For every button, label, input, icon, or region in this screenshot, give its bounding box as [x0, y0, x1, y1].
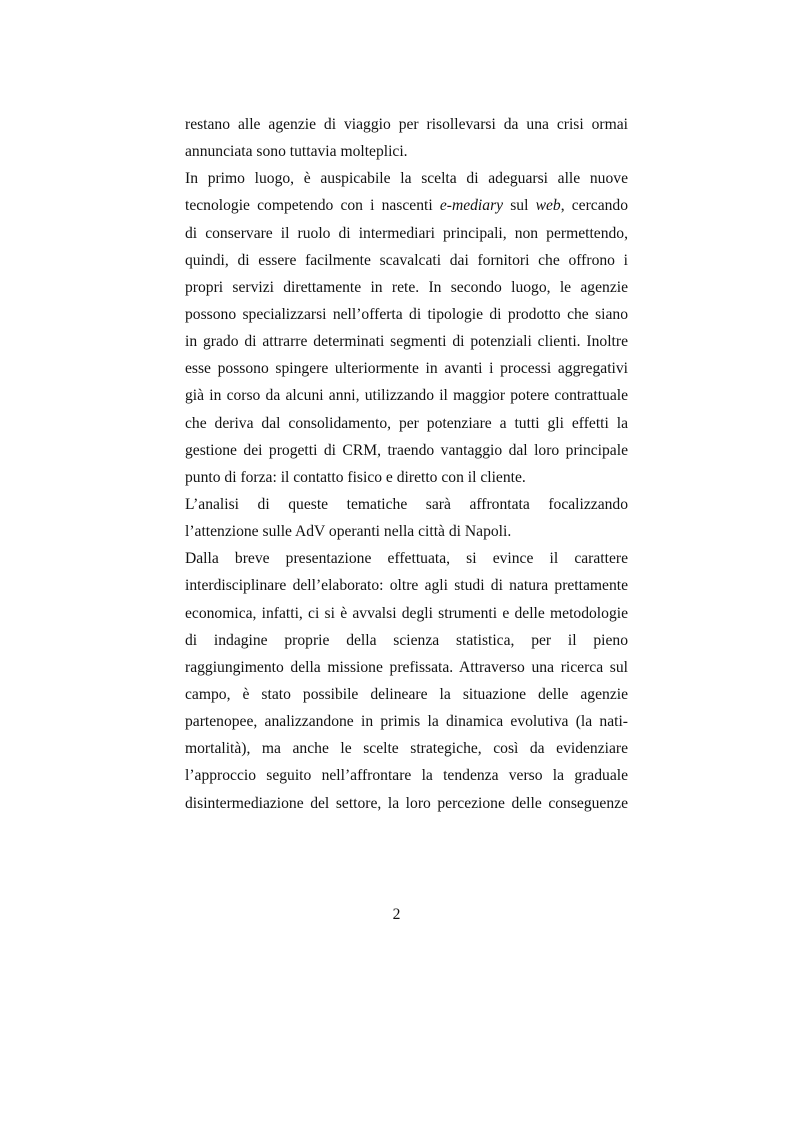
text-line: economica, infatti, ci si è avvalsi degli strumenti e delle metodologie: [185, 604, 628, 622]
text-segment: sul: [503, 197, 536, 215]
text-line: l’attenzione sulle AdV operanti nella città di Napoli.: [185, 523, 512, 541]
text-line: campo, è stato possibile delineare la situazione delle agenzie: [185, 685, 628, 703]
body-text: [185, 111, 628, 817]
text-line: In primo luogo, è auspicabile la scelta di adeguarsi alle nuove: [185, 170, 628, 188]
text-line: in grado di attrarre determinati segmenti di potenziali clienti. Inoltre: [185, 333, 628, 351]
text-line: che deriva dal consolidamento, per potenziare a tutti gli effetti la: [185, 414, 628, 432]
text-line: di conservare il ruolo di intermediari principali, non permettendo,: [185, 224, 628, 242]
text-line: punto di forza: il contatto fisico e diretto con il cliente.: [185, 468, 526, 486]
text-line: raggiungimento della missione prefissata. Attraverso una ricerca sul: [185, 658, 628, 676]
text-line: propri servizi direttamente in rete. In secondo luogo, le agenzie: [185, 278, 628, 296]
text-line: [185, 192, 628, 219]
text-segment: , cercando: [560, 197, 629, 215]
text-line: interdisciplinare dell’elaborato: oltre agli studi di natura prettamente: [185, 577, 628, 595]
italic-term: web: [535, 197, 561, 215]
text-line: esse possono spingere ulteriormente in avanti i processi aggregativi: [185, 360, 628, 378]
text-line: gestione dei progetti di CRM, traendo vantaggio dal loro principale: [185, 441, 628, 459]
text-line: restano alle agenzie di viaggio per risollevarsi da una crisi ormai: [185, 116, 628, 133]
text-line: già in corso da alcuni anni, utilizzando il maggior potere contrattuale: [185, 387, 628, 405]
text-line: disintermediazione del settore, la loro percezione delle conseguenze: [185, 794, 628, 812]
text-line: Dalla breve presentazione effettuata, si evince il carattere: [185, 550, 628, 568]
text-line: quindi, di essere facilmente scavalcati dai fornitori che offrono i: [185, 251, 628, 269]
text-line: annunciata sono tuttavia molteplici.: [185, 143, 408, 161]
text-line: di indagine proprie della scienza statistica, per il pieno: [185, 631, 628, 649]
page-number: 2: [392, 906, 401, 923]
text-line: possono specializzarsi nell’offerta di tipologie di prodotto che siano: [185, 305, 628, 323]
text-line: partenopee, analizzandone in primis la dinamica evolutiva (la nati-: [185, 713, 628, 731]
text-line: L’analisi di queste tematiche sarà affrontata focalizzando: [185, 495, 628, 513]
text-line: l’approccio seguito nell’affrontare la tendenza verso la graduale: [185, 767, 628, 785]
text-line: mortalità), ma anche le scelte strategiche, così da evidenziare: [185, 740, 628, 758]
italic-term: e-mediary: [439, 197, 504, 215]
text-segment: tecnologie competendo con i nascenti: [185, 197, 440, 215]
